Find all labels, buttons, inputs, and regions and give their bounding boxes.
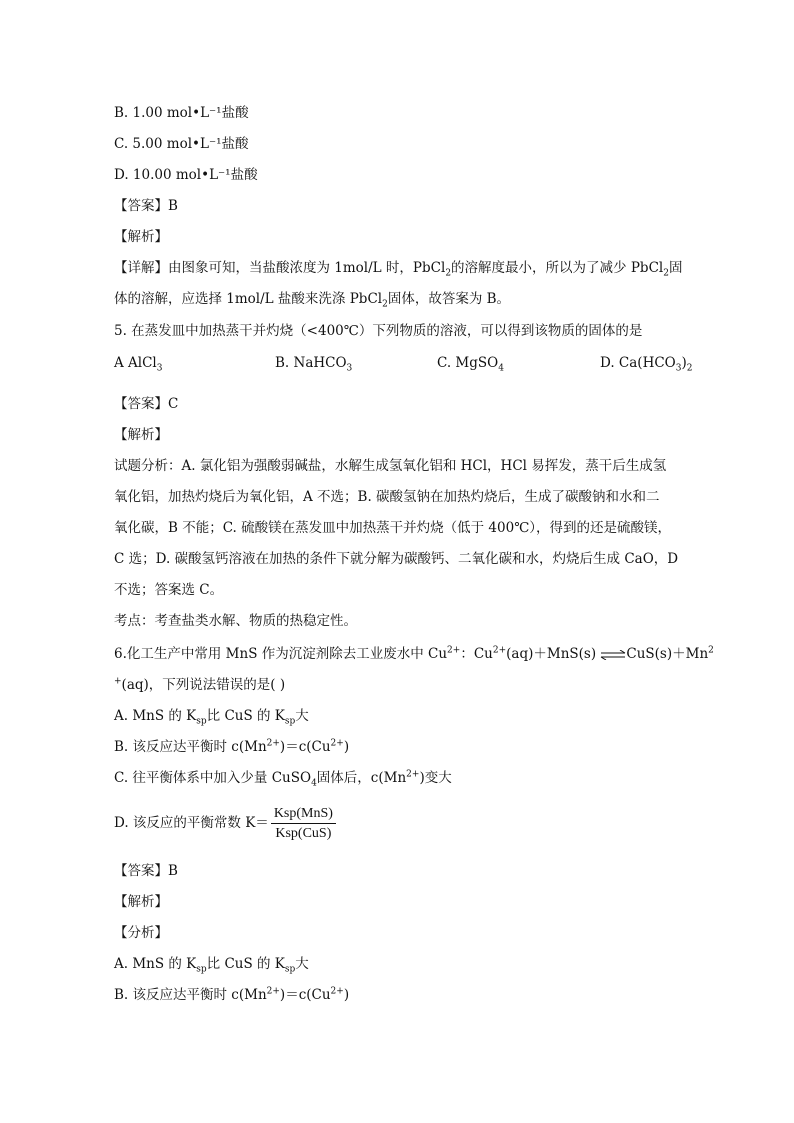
q5-key-point: 考点：考查盐类水解、物质的热稳定性。 (114, 613, 357, 629)
q4-detail-line-2: 体的溶解，应选择 1mol/L 盐酸来洗涤 PbCl$_2$固体，故答案为 B。 (114, 291, 511, 310)
q4-answer: 【答案】B (114, 198, 178, 214)
q5-answer: 【答案】C (114, 396, 179, 412)
q6-option-c: C. 往平衡体系中加入少量 CuSO$_4$固体后，$c(Mn^{2+})$变大 (114, 769, 452, 789)
q6-question-line-1: 6.化工生产中常用 MnS 作为沉淀剂除去工业废水中 $Cu^{2+}$：$Cu^{2+}(aq)+MnS(s)$ $CuS(s)+Mn^2$ (114, 645, 714, 662)
q6-option-d: D. 该反应的平衡常数 K＝ $\frac{\text{Ksp(MnS)}}{\text{Ksp(CuS)}}$ (114, 803, 336, 843)
q5-option-a: A AlCl$_3$ (114, 355, 163, 374)
q5-option-c: C. MgSO$_4$ (437, 355, 504, 374)
q6-question-line-2: +(aq)，下列说法错误的是( ) (114, 676, 286, 693)
q5-option-d: D. $Ca(HCO_3)_2$ (600, 355, 693, 374)
fraction-numerator: Ksp(MnS) (271, 804, 336, 824)
fraction-denominator: Ksp(CuS) (275, 826, 332, 841)
equilibrium-constant-fraction (271, 804, 336, 843)
q5-analysis-heading: 【解析】 (114, 427, 168, 443)
q4-option-c: C. 5.00 mol•L⁻¹盐酸 (114, 136, 249, 152)
equilibrium-arrow-icon (600, 650, 626, 660)
q6-option-b: B. 该反应达平衡时 $c(Mn^{2+})=c(Cu^{2+})$ (114, 738, 350, 755)
q6-analysis-heading: 【解析】 (114, 894, 168, 910)
q5-analysis-line-3: 氧化碳，B 不能；C. 硫酸镁在蒸发皿中加热蒸干并灼烧（低于 400℃），得到的还是硫酸镁， (114, 520, 672, 536)
q5-analysis-line-5: 不选；答案选 C。 (114, 582, 224, 598)
q4-option-d: D. 10.00 mol•L⁻¹盐酸 (114, 167, 258, 183)
q6-reason-a: A. MnS 的 $K_{sp}$比 CuS 的 $K_{sp}$大 (114, 956, 309, 975)
q4-option-b: B. 1.00 mol•L⁻¹盐酸 (114, 105, 249, 121)
q5-option-b: B. NaHCO$_3$ (275, 355, 353, 374)
q4-detail-line-1: 【详解】由图象可知，当盐酸浓度为 1mol/L 时，PbCl$_2$的溶解度最小，所以为了减少 PbCl$_2$固 (114, 260, 683, 279)
q6-fenxi-heading: 【分析】 (114, 925, 168, 941)
q5-analysis-line-2: 氧化铝，加热灼烧后为氧化铝，A 不选；B. 碳酸氢钠在加热灼烧后，生成了碳酸钠和水和二 (114, 489, 660, 505)
q6-answer: 【答案】B (114, 863, 178, 879)
q6-option-a: A. MnS 的 $K_{sp}$比 CuS 的 $K_{sp}$大 (114, 708, 309, 727)
q5-question: 5. 在蒸发皿中加热蒸干并灼烧（<400℃）下列物质的溶液，可以得到该物质的固体的是 (114, 323, 643, 339)
q5-analysis-line-4: C 选；D. 碳酸氢钙溶液在加热的条件下就分解为碳酸钙、二氧化碳和水，灼烧后生成 CaO，D (114, 551, 679, 567)
q4-analysis-heading: 【解析】 (114, 229, 168, 245)
q6-reason-b: B. 该反应达平衡时 $c(Mn^{2+})=c(Cu^{2+})$ (114, 986, 350, 1003)
q5-analysis-line-1: 试题分析：A. 氯化铝为强酸弱碱盐，水解生成氢氧化铝和 HCl，HCl 易挥发，蒸干后生成氢 (114, 458, 667, 474)
